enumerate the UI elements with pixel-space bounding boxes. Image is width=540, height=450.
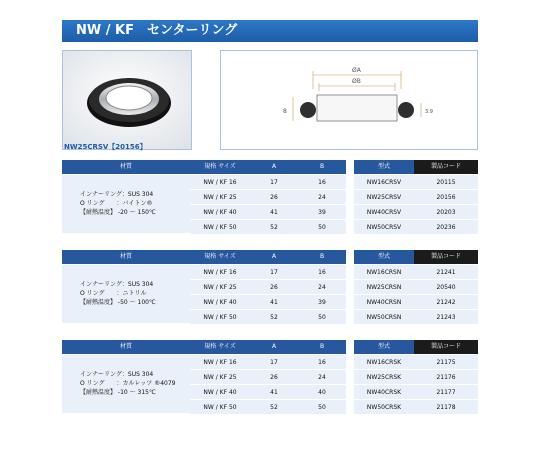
material-line: 【耐熱温度】 -20 ～ 150℃ (80, 209, 156, 216)
material-line: O リング ：バイトン® (80, 200, 153, 207)
table-header (62, 250, 478, 264)
header-size: 規格 サイズ (190, 160, 250, 174)
header-code: 製品コード (414, 160, 478, 174)
material-line: インナーリング：SUS 304 (80, 191, 154, 198)
code-cell: 20115 (414, 175, 478, 190)
header-a: A (250, 250, 298, 264)
code-cell: 21242 (414, 295, 478, 310)
size-cell: NW / KF 25 (190, 370, 250, 385)
label-b: ØB (352, 78, 361, 85)
material-line: インナーリング：SUS 304 (80, 371, 154, 378)
size-cell: NW / KF 16 (190, 175, 250, 190)
header-a: A (250, 340, 298, 354)
header-material: 材質 (62, 340, 190, 354)
a-cell: 41 (250, 205, 298, 220)
material-line: O リング ：ニトリル (80, 290, 147, 297)
header-a: A (250, 160, 298, 174)
model-cell: NW16CRSV (354, 175, 414, 190)
code-cell: 21241 (414, 265, 478, 280)
center-ring-image (63, 51, 191, 149)
size-cell: NW / KF 40 (190, 205, 250, 220)
b-cell: 16 (298, 355, 346, 370)
header-size: 規格 サイズ (190, 250, 250, 264)
material-line: 【耐熱温度】 -10 ～ 315℃ (80, 389, 156, 396)
header-b: B (298, 160, 346, 174)
model-cell: NW25CRSV (354, 190, 414, 205)
b-cell: 24 (298, 370, 346, 385)
model-cell: NW25CRSN (354, 280, 414, 295)
a-cell: 52 (250, 400, 298, 415)
code-cell: 20236 (414, 220, 478, 235)
oring-left (300, 102, 316, 118)
model-cell: NW50CRSN (354, 310, 414, 325)
b-cell: 50 (298, 310, 346, 325)
header-model: 型式 (354, 250, 414, 264)
header-b: B (298, 250, 346, 264)
b-cell: 50 (298, 220, 346, 235)
product-photo (62, 50, 192, 150)
header-model: 型式 (354, 160, 414, 174)
size-cell: NW / KF 25 (190, 280, 250, 295)
code-cell: 21176 (414, 370, 478, 385)
model-cell: NW16CRSK (354, 355, 414, 370)
b-cell: 40 (298, 385, 346, 400)
b-cell: 39 (298, 295, 346, 310)
b-cell: 50 (298, 400, 346, 415)
cross-section-drawing (221, 51, 477, 149)
code-cell: 21175 (414, 355, 478, 370)
a-cell: 17 (250, 265, 298, 280)
model-cell: NW16CRSN (354, 265, 414, 280)
material-line: 【耐熱温度】 -50 ～ 100℃ (80, 299, 156, 306)
label-a: ØA (352, 67, 361, 74)
a-cell: 17 (250, 175, 298, 190)
code-cell: 20203 (414, 205, 478, 220)
size-cell: NW / KF 50 (190, 310, 250, 325)
photo-caption: NW25CRSV【20156】 (64, 143, 147, 151)
code-cell: 21177 (414, 385, 478, 400)
a-cell: 26 (250, 370, 298, 385)
material-cell (62, 355, 190, 413)
b-cell: 24 (298, 190, 346, 205)
a-cell: 41 (250, 385, 298, 400)
material-cell (62, 265, 190, 323)
code-cell: 20540 (414, 280, 478, 295)
material-line: インナーリング：SUS 304 (80, 281, 154, 288)
size-cell: NW / KF 25 (190, 190, 250, 205)
code-cell: 21178 (414, 400, 478, 415)
code-cell: 21243 (414, 310, 478, 325)
a-cell: 17 (250, 355, 298, 370)
header-size: 規格 サイズ (190, 340, 250, 354)
material-cell (62, 175, 190, 233)
b-cell: 39 (298, 205, 346, 220)
size-cell: NW / KF 50 (190, 220, 250, 235)
a-cell: 52 (250, 220, 298, 235)
header-material: 材質 (62, 250, 190, 264)
model-cell: NW50CRSV (354, 220, 414, 235)
size-cell: NW / KF 40 (190, 385, 250, 400)
b-cell: 16 (298, 265, 346, 280)
label-height: 8 (283, 108, 287, 115)
header-b: B (298, 340, 346, 354)
material-line: O リング ：カルレッツ ®4079 (80, 380, 176, 387)
dimension-diagram (220, 50, 478, 150)
header-code: 製品コード (414, 340, 478, 354)
header-material: 材質 (62, 160, 190, 174)
model-cell: NW40CRSK (354, 385, 414, 400)
oring-right (398, 102, 414, 118)
model-cell: NW50CRSK (354, 400, 414, 415)
size-cell: NW / KF 16 (190, 355, 250, 370)
b-cell: 24 (298, 280, 346, 295)
header-model: 型式 (354, 340, 414, 354)
header-code: 製品コード (414, 250, 478, 264)
a-cell: 26 (250, 190, 298, 205)
page-title: NW / KF センターリング (62, 20, 478, 42)
model-cell: NW40CRSV (354, 205, 414, 220)
label-oring: 3.9 (425, 109, 433, 115)
code-cell: 20156 (414, 190, 478, 205)
table-header (62, 160, 478, 174)
model-cell: NW25CRSK (354, 370, 414, 385)
b-cell: 16 (298, 175, 346, 190)
inner-ring (317, 95, 397, 121)
a-cell: 26 (250, 280, 298, 295)
model-cell: NW40CRSN (354, 295, 414, 310)
table-header (62, 340, 478, 354)
a-cell: 41 (250, 295, 298, 310)
a-cell: 52 (250, 310, 298, 325)
size-cell: NW / KF 40 (190, 295, 250, 310)
size-cell: NW / KF 16 (190, 265, 250, 280)
size-cell: NW / KF 50 (190, 400, 250, 415)
